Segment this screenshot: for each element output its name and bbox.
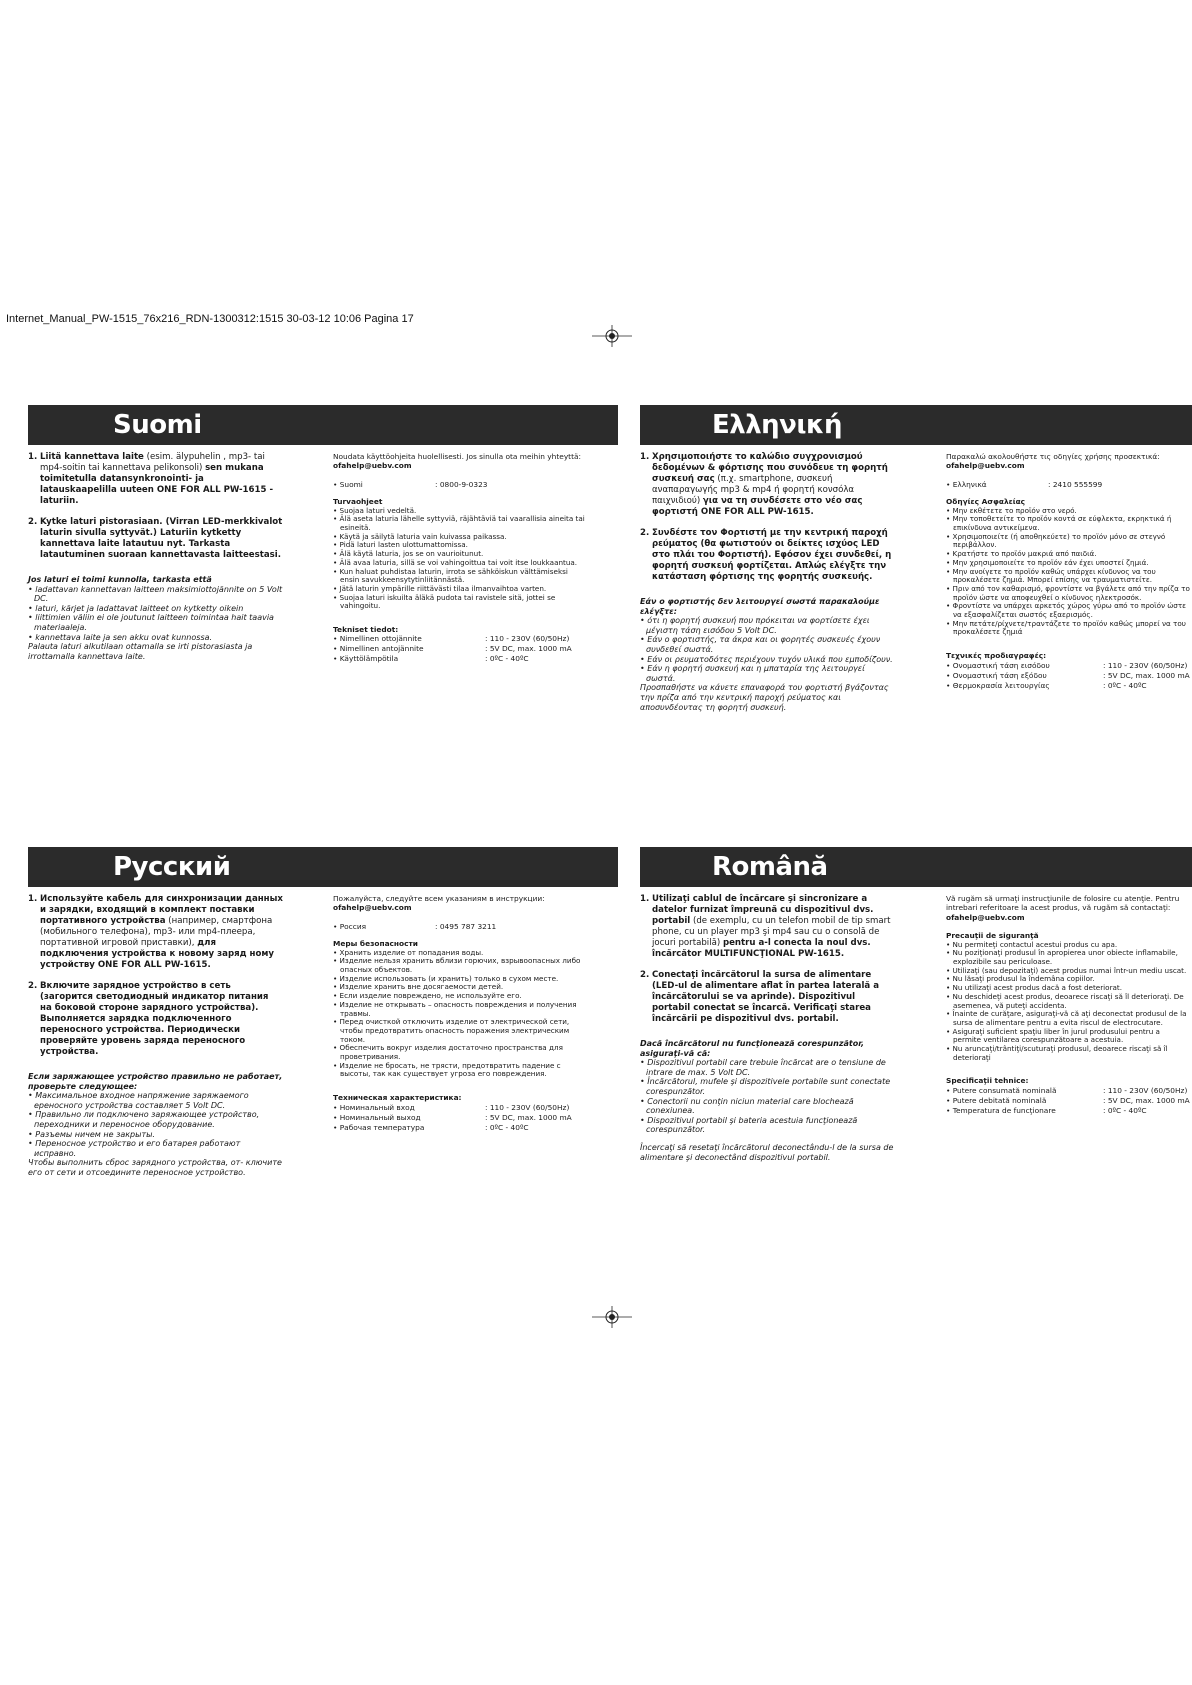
troubleshooting-heading: Если заряжающее устройство правильно не работает, проверьте следующее: xyxy=(28,1072,283,1091)
spec-value: : 0ºC - 40ºC xyxy=(485,1122,529,1132)
troubleshooting-item: • ladattavan kannettavan laitteen maksimiottojännite on 5 Volt DC. xyxy=(28,584,283,604)
section-title-banner: Русский xyxy=(28,847,618,887)
spec-label: • Temperatura de funcţionare xyxy=(946,1105,1056,1115)
safety-item: • Jätä laturin ympärille riittävästi tilaa ilmanvaihtoa varten. xyxy=(333,583,547,593)
spec-value: : 5V DC, max. 1000 mA xyxy=(1103,670,1190,680)
registration-mark-icon xyxy=(592,1306,632,1328)
spec-row xyxy=(946,1106,1190,1116)
safety-item: • Изделие не открывать – опасность повреждения и получения травмы. xyxy=(333,999,577,1018)
troubleshooting-item: • kannettava laite ja sen akku ovat kunnossa. xyxy=(28,632,213,642)
spec-label: • Putere consumată nominală xyxy=(946,1085,1057,1095)
spec-label: • Рабочая температура xyxy=(333,1122,425,1132)
section-romanian xyxy=(640,847,1192,1162)
troubleshooting xyxy=(640,1039,895,1162)
troubleshooting-item: • Переносное устройство и его батарея работают исправно. xyxy=(28,1139,241,1158)
section-title-banner: Suomi xyxy=(28,405,618,445)
section-title-banner: Ελληνική xyxy=(640,405,1192,445)
troubleshooting-item: • Разъемы ничем не закрыты. xyxy=(28,1129,155,1139)
troubleshooting-item: • Максимальное входное напряжение заряжаемого ереносного устройства составляет 5 Volt DC. xyxy=(28,1091,249,1110)
helpline-row xyxy=(946,480,1190,489)
spec-label: • Ονομαστική τάση εξόδου xyxy=(946,670,1047,680)
spec-label: • Käyttölämpötila xyxy=(333,654,399,664)
spec-value: : 110 - 230V (60/50Hz) xyxy=(1103,660,1188,670)
spec-label: • Номинальный вход xyxy=(333,1102,415,1112)
spec-label: • Putere debitată nominală xyxy=(946,1095,1047,1105)
support-column xyxy=(946,894,1190,1116)
section-title-banner: Română xyxy=(640,847,1192,887)
troubleshooting-item: • Правильно ли подключено заряжающее устройство, переходники и переносное оборудование. xyxy=(28,1110,260,1129)
spec-value: : 5V DC, max. 1000 mA xyxy=(1103,1095,1190,1105)
safety-heading: Turvaohjeet xyxy=(333,497,383,507)
spec-row xyxy=(333,644,588,654)
reset-instruction: Palauta laturi alkutilaan ottamalla se irti pistorasiasta ja irrottamalla kannettava laite. xyxy=(28,642,253,661)
troubleshooting-heading: Jos laturi ei toimi kunnolla, tarkasta että xyxy=(28,575,212,584)
phone-number: : 2410 555599 xyxy=(1048,479,1103,489)
instructions-column xyxy=(640,894,895,1162)
section-suomi xyxy=(28,405,618,664)
spec-row xyxy=(946,1086,1190,1096)
contact-intro: Пожалуйста, следуйте всем указаниям в инструкции: xyxy=(333,894,545,903)
safety-item: • Μην ανοίγετε το προϊόν καθώς υπάρχει κίνδυνος να του προκαλέσετε ζημιά. Μπορεί επίσης να τραυματιστείτε. xyxy=(946,566,1156,585)
safety-item: • Nu deschideţi acest produs, deoarece riscaţi să îl deterioraţi. De asemenea, vă puteţi accidenta. xyxy=(946,991,1184,1010)
specs-heading: Τεχνικές προδιαγραφές: xyxy=(946,651,1047,661)
safety-item: • Μην πετάτε/ρίχνετε/τραντάζετε το προϊόν καθώς μπορεί να του προκαλέσετε ζημιά xyxy=(946,618,1186,637)
troubleshooting-item: • Încărcătorul, mufele şi dispozitivele portabile sunt conectate corespunzător. xyxy=(640,1077,891,1096)
safety-item: • Перед очисткой отключить изделие от электрической сети, чтобы предотвратить опасность поражения электрическим током. xyxy=(333,1017,570,1044)
helpline-row xyxy=(333,922,588,931)
support-column xyxy=(946,452,1190,691)
troubleshooting-item: • Dispozitivul portabil care trebuie încărcat are o tensiune de intrare de max. 5 Volt DC. xyxy=(640,1058,886,1077)
instructions-column xyxy=(28,894,283,1178)
safety-item: • Asiguraţi suficient spaţiu liber în jurul produsului pentru a permite ventilarea corespunzătoare a acestuia. xyxy=(946,1026,1160,1045)
spec-value: : 0ºC - 40ºC xyxy=(1103,680,1147,690)
troubleshooting xyxy=(28,1072,283,1178)
support-column xyxy=(333,894,588,1133)
country-name: • Россия xyxy=(333,921,367,931)
troubleshooting-item: • laturi, kärjet ja ladattavat laitteet on kytketty oikein xyxy=(28,603,244,613)
troubleshooting-item: • Conectorii nu conţin niciun material care blochează conexiunea. xyxy=(640,1096,854,1116)
safety-item: • Πριν από τον καθαρισμό, φροντίστε να βγάλετε από την πρίζα το προϊόν ώστε να αποφευχθεί ο κίνδυνος ηλεκτροσόκ. xyxy=(946,583,1190,602)
reset-instruction: Încercaţi să resetaţi încărcătorul deconectându-l de la sursa de alimentare şi deconectând dispozitivul portabil. xyxy=(640,1142,894,1162)
safety-item: • Если изделие повреждено, не используйте его. xyxy=(333,991,522,1001)
safety-item: • Изделие нельзя хранить вблизи горючих, взрывоопасных либо опасных объектов. xyxy=(333,956,581,975)
phone-number: : 0495 787 3211 xyxy=(435,921,497,931)
spec-row xyxy=(946,681,1190,691)
safety-item: • Älä aseta laturia lähelle syttyviä, räjähtäviä tai vaarallisia aineita tai esineitä. xyxy=(333,514,585,533)
spec-value: : 110 - 230V (60/50Hz) xyxy=(1103,1085,1188,1095)
registration-mark-icon xyxy=(592,325,632,347)
safety-item: • Älä käytä laturia, jos se on vaurioitunut. xyxy=(333,549,484,559)
spec-row xyxy=(333,1103,588,1113)
safety-item: • Χρησιμοποιείτε (ή αποθηκεύετε) το προϊόν μόνο σε στεγνό περιβάλλον. xyxy=(946,531,1166,550)
spec-row xyxy=(946,1096,1190,1106)
step-1: 1. Χρησιμοποιήστε το καλώδιο συγχρονισμού δεδομένων & φόρτισης που συνόδευε τη φορητή συσκευή σας (π.χ. smartphone, συσκευή αναπαραγωγής mp3 & mp4 ή φορητή κονσόλα παιχνιδιού) για να τη συνδέσετε στο νέο σας φορτιστή ONE FOR ALL PW-1615. xyxy=(640,452,888,517)
spec-label: • Номинальный выход xyxy=(333,1112,421,1122)
spec-row xyxy=(333,1123,588,1133)
contact-intro: Noudata käyttöohjeita huolellisesti. Jos sinulla ota meihin yhteyttä: xyxy=(333,452,582,461)
step-1: 1. Используйте кабель для синхронизации данных и зарядки, входящий в комплект поставки портативного устройства (например, смартфона (мобильного телефона), mp3- или mp4-плеера, портативной игровой приставки), для подключения устройства к новому заряд ному устройству ONE FOR ALL PW-1615. xyxy=(28,894,283,970)
spec-row xyxy=(333,1113,588,1123)
troubleshooting-heading: Dacă încărcătorul nu funcţionează corespunzător, asiguraţi-vă că: xyxy=(640,1039,864,1058)
troubleshooting-item: • ότι η φορητή συσκευή που πρόκειται να φορτίσετε έχει μέγιστη τάση εισόδου 5 Volt DC. xyxy=(640,616,870,635)
spec-label: • Nimellinen ottojännite xyxy=(333,634,422,644)
safety-item: • Nu poziţionaţi produsul în apropierea unor obiecte inflamabile, explozibile sau periculoase. xyxy=(946,948,1178,967)
support-email: ofahelp@uebv.com xyxy=(946,912,1025,922)
step-2: 2. Conectaţi încărcătorul la sursa de alimentare (LED-ul de alimentare aflat în partea laterală a încărcătorului se va aprinde). Dispozitivul portabil conectat se încarcă. Verificaţi starea încărcării pe dispozitivul dvs. portabil. xyxy=(640,970,880,1024)
step-2: 2. Συνδέστε τον Φορτιστή με την κεντρική παροχή ρεύματος (θα φωτιστούν οι δείκτες ισχύος LED στο πλάι του Φορτιστή). Εφόσον έχει συνδεθεί, η φορητή συσκευή φορτίζεται. Απλώς ελέγξτε την κατάσταση φόρτισης της φορητής συσκευής. xyxy=(640,528,892,582)
spec-row xyxy=(946,671,1190,681)
section-russian xyxy=(28,847,618,1177)
safety-item: • Älä avaa laturia, sillä se voi vahingoittua tai voit itse loukkaantua. xyxy=(333,557,578,567)
country-name: • Ελληνικά xyxy=(946,479,987,489)
safety-item: • Suojaa laturi vedeltä. xyxy=(333,505,417,515)
safety-item: • Käytä ja säilytä laturia vain kuivassa paikassa. xyxy=(333,531,507,541)
specs-heading: Техническая характеристика: xyxy=(333,1093,462,1103)
support-email: ofahelp@uebv.com xyxy=(946,461,1025,471)
safety-heading: Οδηγίες Ασφαλείας xyxy=(946,497,1026,507)
safety-item: • Nu aruncaţi/trântiţi/scuturaţi produsul, deoarece riscaţi să îl deterioraţi xyxy=(946,1044,1168,1062)
spec-label: • Ονομαστική τάση εισόδου xyxy=(946,660,1050,670)
safety-heading: Меры безопасности xyxy=(333,939,418,949)
troubleshooting xyxy=(640,597,895,712)
spec-row xyxy=(946,661,1190,671)
safety-item: • Suojaa laturi iskuilta äläkä pudota tai ravistele sitä, jottei se vahingoitu. xyxy=(333,592,556,611)
spec-value: : 0ºC - 40ºC xyxy=(485,654,529,664)
troubleshooting-item: • Dispozitivul portabil şi bateria acestuia funcţionează corespunzător. xyxy=(640,1115,858,1135)
print-slug-header: Internet_Manual_PW-1515_76x216_RDN-1300312:1515 30-03-12 10:06 Pagina 17 xyxy=(6,313,414,325)
safety-item: • Κρατήστε το προϊόν μακριά από παιδιά. xyxy=(946,549,1097,559)
safety-item: • Nu utilizaţi acest produs dacă a fost deteriorat. xyxy=(946,983,1123,993)
spec-label: • Nimellinen antojännite xyxy=(333,644,424,654)
specs-heading: Specificaţii tehnice: xyxy=(946,1076,1029,1086)
spec-label: • Θερμοκρασία λειτουργίας xyxy=(946,680,1050,690)
section-greek xyxy=(640,405,1192,712)
reset-instruction: Προσπαθήστε να κάνετε επαναφορά του φορτιστή βγάζοντας την πρίζα από την κεντρική παροχή ρεύματος και αποσυνδέοντας τη φορητή συσκευή. xyxy=(640,683,889,712)
step-2: 2. Kytke laturi pistorasiaan. (Virran LED-merkkivalot laturin sivulla syttyvät.) Laturiin kytketty kannettava laite latautuu nyt. Tarkasta latautuminen suoraan kannettavasta laitteestasi. xyxy=(28,517,283,560)
troubleshooting-item: • liittimien väliin ei ole joutunut laitteen toimintaa hait taavia materiaaleja. xyxy=(28,613,274,632)
support-email: ofahelp@uebv.com xyxy=(333,461,412,471)
contact-intro: Παρακαλώ ακολουθήστε τις οδηγίες χρήσης προσεκτικά: ofahelp@uebv.com xyxy=(946,452,1160,471)
spec-value: : 110 - 230V (60/50Hz) xyxy=(485,634,570,644)
phone-number: : 0800-9-0323 xyxy=(435,479,488,489)
step-2: 2. Включите зарядное устройство в сеть (загорится светодиодный индикатор питания на боковой стороне зарядного устройства). Выполняется зарядка подключенного переносного устройства. Периодически проверяйте уровень заряда переносного устройства. xyxy=(28,981,269,1057)
step-1: 1. Utilizaţi cablul de încărcare şi sincronizare a datelor furnizat împreună cu dispozitivul dvs. portabil (de exemplu, cu un telefon mobil de tip smart phone, cu un player mp3 şi mp4 sau cu o consolă de jocuri portabilă) pentru a-l conecta la noul dvs. încărcător MULTIFUNCŢIONAL PW-1615. xyxy=(640,894,891,959)
contact-intro: Vă rugăm să urmaţi instrucţiunile de folosire cu atenţie. Pentru intrebari referitoare la acest produs, vă rugăm să contactaţi: xyxy=(946,894,1180,913)
troubleshooting-heading: Εάν ο φορτιστής δεν λειτουργεί σωστά παρακαλούμε ελέγξτε: xyxy=(640,597,880,616)
safety-item: • Изделие не бросать, не трясти, предотвратить падение с высоты, так как существует угроза его повреждения. xyxy=(333,1060,561,1079)
safety-item: • Nu lăsaţi produsul la îndemâna copiilor. xyxy=(946,974,1095,984)
instructions-column xyxy=(28,452,283,661)
troubleshooting-item: • Εάν ο φορτιστής, τα άκρα και οι φορητές συσκευές έχουν συνδεθεί σωστά. xyxy=(640,635,881,654)
safety-item: • Μην εκθέτετε το προϊόν στο νερό. xyxy=(946,505,1077,515)
spec-value: : 5V DC, max. 1000 mA xyxy=(485,644,572,654)
troubleshooting-item: • Εάν η φορητή συσκευή και η μπαταρία της λειτουργεί σωστά. xyxy=(640,664,865,683)
step-1: 1. Liitä kannettava laite (esim. älypuhelin , mp3- tai mp4-soitin tai kannettava pelikonsoli) sen mukana toimitetulla datansynkronointi- ja latauskaapelilla uuteen ONE FOR ALL PW-1615 -laturiin. xyxy=(28,452,274,506)
safety-item: • Хранить изделие от попадания воды. xyxy=(333,947,484,957)
support-column xyxy=(333,452,588,664)
safety-item: • Μην χρησιμοποιείτε το προϊόν εάν έχει υποστεί ζημιά. xyxy=(946,557,1149,567)
safety-item: • Φροντίστε να υπάρχει αρκετός χώρος γύρω από το προϊόν ώστε να εξασφαλίζεται σωστός εξαερισμός. xyxy=(946,601,1187,620)
instructions-column xyxy=(640,452,895,712)
helpline-row xyxy=(333,480,588,489)
spec-value: : 5V DC, max. 1000 mA xyxy=(485,1112,572,1122)
safety-item: • Изделие использовать (и хранить) только в сухом месте. xyxy=(333,973,559,983)
spec-row xyxy=(333,634,588,644)
troubleshooting-item: • Εάν οι ρευματοδότες περιέχουν τυχόν υλικά που εμποδίζουν. xyxy=(640,654,893,664)
spec-row xyxy=(333,654,588,664)
spec-value: : 0ºC - 40ºC xyxy=(1103,1105,1147,1115)
specs-heading: Tekniset tiedot: xyxy=(333,625,399,635)
safety-heading: Precauţii de siguranţă xyxy=(946,931,1039,941)
safety-item: • Изделие хранить вне досягаемости детей. xyxy=(333,982,504,992)
troubleshooting xyxy=(28,575,283,661)
reset-instruction: Чтобы выполнить сброс зарядного устройства, от- ключите его от сети и отсоедините переносное устройство. xyxy=(28,1158,282,1177)
support-email: ofahelp@uebv.com xyxy=(333,903,412,913)
safety-item: • Pidä laturi lasten ulottumattomissa. xyxy=(333,540,468,550)
safety-item: • Nu permiteţi contactul acestui produs cu apa. xyxy=(946,939,1118,949)
safety-item: • Обеспечить вокруг изделия достаточно пространства для проветривания. xyxy=(333,1043,563,1062)
country-name: • Suomi xyxy=(333,479,363,489)
spec-value: : 110 - 230V (60/50Hz) xyxy=(485,1102,570,1112)
safety-item: • Utilizaţi (sau depozitaţi) acest produs numai într-un mediu uscat. xyxy=(946,965,1187,975)
safety-item: • Înainte de curăţare, asiguraţi-vă că aţi deconectat produsul de la sursa de alimentare pentru a evita riscul de electrocutare. xyxy=(946,1009,1187,1027)
safety-item: • Kun haluat puhdistaa laturin, irrota se sähköiskun välttämiseksi ensin savukkeensytytinliitännästä. xyxy=(333,566,568,585)
safety-item: • Μην τοποθετείτε το προϊόν κοντά σε εύφλεκτα, εκρηκτικά ή επικίνδυνα αντικείμενα. xyxy=(946,514,1172,533)
